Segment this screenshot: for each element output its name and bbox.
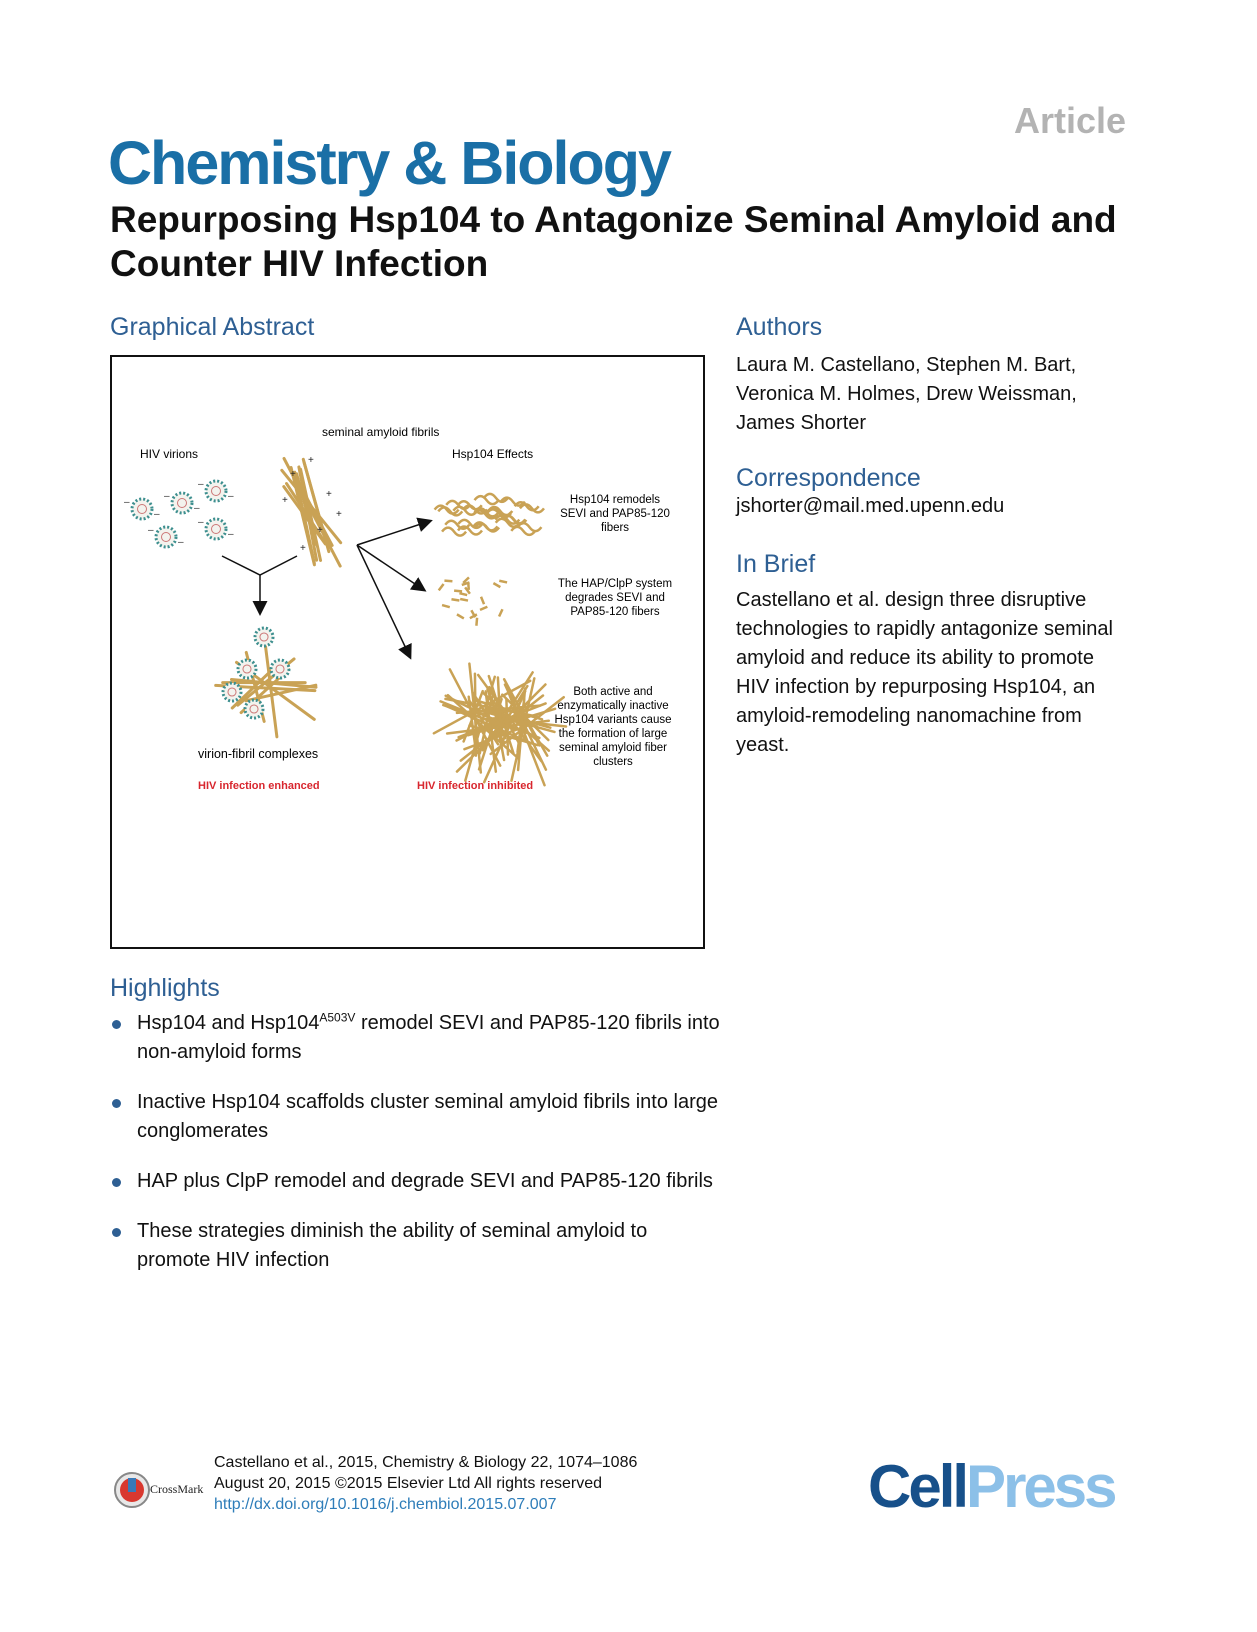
svg-text:+: + [300, 543, 306, 554]
doi-link[interactable]: http://dx.doi.org/10.1016/j.chembiol.2015.07.007 [214, 1496, 557, 1513]
bullet-icon [112, 1228, 121, 1237]
hiv-virions-group [124, 479, 234, 548]
svg-text:–: – [164, 491, 170, 502]
effect3-line2: enzymatically inactive [557, 700, 669, 712]
svg-text:+: + [326, 489, 332, 500]
highlights-list [110, 1009, 720, 1296]
article-type-label: Article [1013, 100, 1126, 141]
effect1-line2: SEVI and PAP85-120 [560, 508, 670, 520]
svg-text:+: + [282, 495, 288, 506]
svg-text:+: + [336, 509, 342, 520]
effect3-line3: Hsp104 variants cause [554, 714, 672, 726]
svg-text:+: + [290, 469, 296, 480]
citation-line1: Castellano et al., 2015, Chemistry & Biology 22, 1074–1086 [214, 1454, 638, 1471]
svg-text:–: – [228, 491, 234, 502]
svg-text:–: – [198, 479, 204, 490]
remodeled-fibers-blob [435, 494, 544, 536]
authors-heading: Authors [736, 313, 823, 341]
citation-block [214, 1452, 637, 1515]
inhibited-label: HIV infection inhibited [417, 780, 534, 792]
svg-text:–: – [194, 503, 200, 514]
virion-fibril-complex-graphic [216, 628, 316, 737]
hsp104-effects-label: Hsp104 Effects [452, 447, 534, 461]
bullet-icon [112, 1099, 121, 1108]
highlight-item: These strategies diminish the ability of seminal amyloid to promote HIV infection [110, 1217, 720, 1275]
effect3-line1: Both active and [573, 686, 653, 698]
effect3-line4: the formation of large [558, 728, 668, 740]
effect1-line1: Hsp104 remodels [569, 494, 661, 506]
bullet-icon [112, 1178, 121, 1187]
effect3-line6: clusters [593, 756, 633, 768]
seminal-fibrils-label: seminal amyloid fibrils [322, 425, 440, 439]
arrow-effect-3 [357, 545, 410, 657]
effect3-line5: seminal amyloid fiber [558, 742, 668, 754]
highlight-item: HAP plus ClpP remodel and degrade SEVI and PAP85-120 fibrils [110, 1167, 720, 1196]
seminal-fibrils-group [282, 455, 342, 566]
svg-text:–: – [124, 497, 130, 508]
effect2-line3: PAP85-120 fibers [570, 606, 660, 618]
effect2-line2: degrades SEVI and [565, 592, 665, 604]
svg-text:+: + [308, 455, 314, 466]
citation-line2: August 20, 2015 ©2015 Elsevier Ltd All rights reserved [214, 1475, 603, 1492]
merge-lines [222, 556, 297, 575]
svg-text:–: – [154, 509, 160, 520]
svg-text:+: + [317, 525, 323, 536]
svg-text:–: – [148, 525, 154, 536]
hiv-virions-label: HIV virions [140, 447, 199, 461]
highlights-heading: Highlights [110, 974, 220, 1002]
graphical-abstract-figure [110, 355, 705, 949]
correspondence-heading: Correspondence [736, 464, 921, 492]
complexes-label: virion-fibril complexes [198, 747, 319, 761]
enhanced-label: HIV infection enhanced [198, 780, 320, 792]
correspondence-email[interactable]: jshorter@mail.med.upenn.edu [736, 495, 1005, 517]
authors-list: Laura M. Castellano, Stephen M. Bart, Veronica M. Holmes, Drew Weissman, James Shorter [736, 354, 1077, 434]
graphical-abstract-svg [112, 357, 703, 947]
svg-text:–: – [178, 537, 184, 548]
crossmark-label: CrossMark [150, 1482, 204, 1496]
effect1-line3: fibers [600, 522, 630, 534]
arrow-effect-1 [357, 521, 430, 545]
highlight-item: Hsp104 and $Hsp104^{A503V}$ remodel SEVI and PAP85-120 fibrils into non-amyloid forms [110, 1009, 720, 1067]
in-brief-text: Castellano et al. design three disruptive technologies to rapidly antagonize seminal amyloid and reduce its ability to promote HIV infection by repurposing Hsp104, an amyloid-remodeling nanomachine from yeast. [736, 589, 1113, 756]
svg-text:–: – [228, 529, 234, 540]
fiber-cluster [434, 664, 566, 786]
journal-title: Chemistry & Biology [108, 129, 670, 197]
degraded-fiber-fragments [439, 577, 507, 625]
in-brief-heading: In Brief [736, 550, 816, 578]
svg-text:–: – [198, 517, 204, 528]
paper-title: Repurposing Hsp104 to Antagonize Seminal Amyloid and Counter HIV Infection [110, 199, 1117, 284]
highlight-item: Inactive Hsp104 scaffolds cluster seminal amyloid fibrils into large conglomerates [110, 1088, 720, 1146]
bullet-icon [112, 1020, 121, 1029]
graphical-abstract-heading: Graphical Abstract [110, 313, 315, 341]
cellpress-logo: CellPress [868, 1453, 1115, 1520]
effect2-line1: The HAP/ClpP system [557, 578, 673, 590]
